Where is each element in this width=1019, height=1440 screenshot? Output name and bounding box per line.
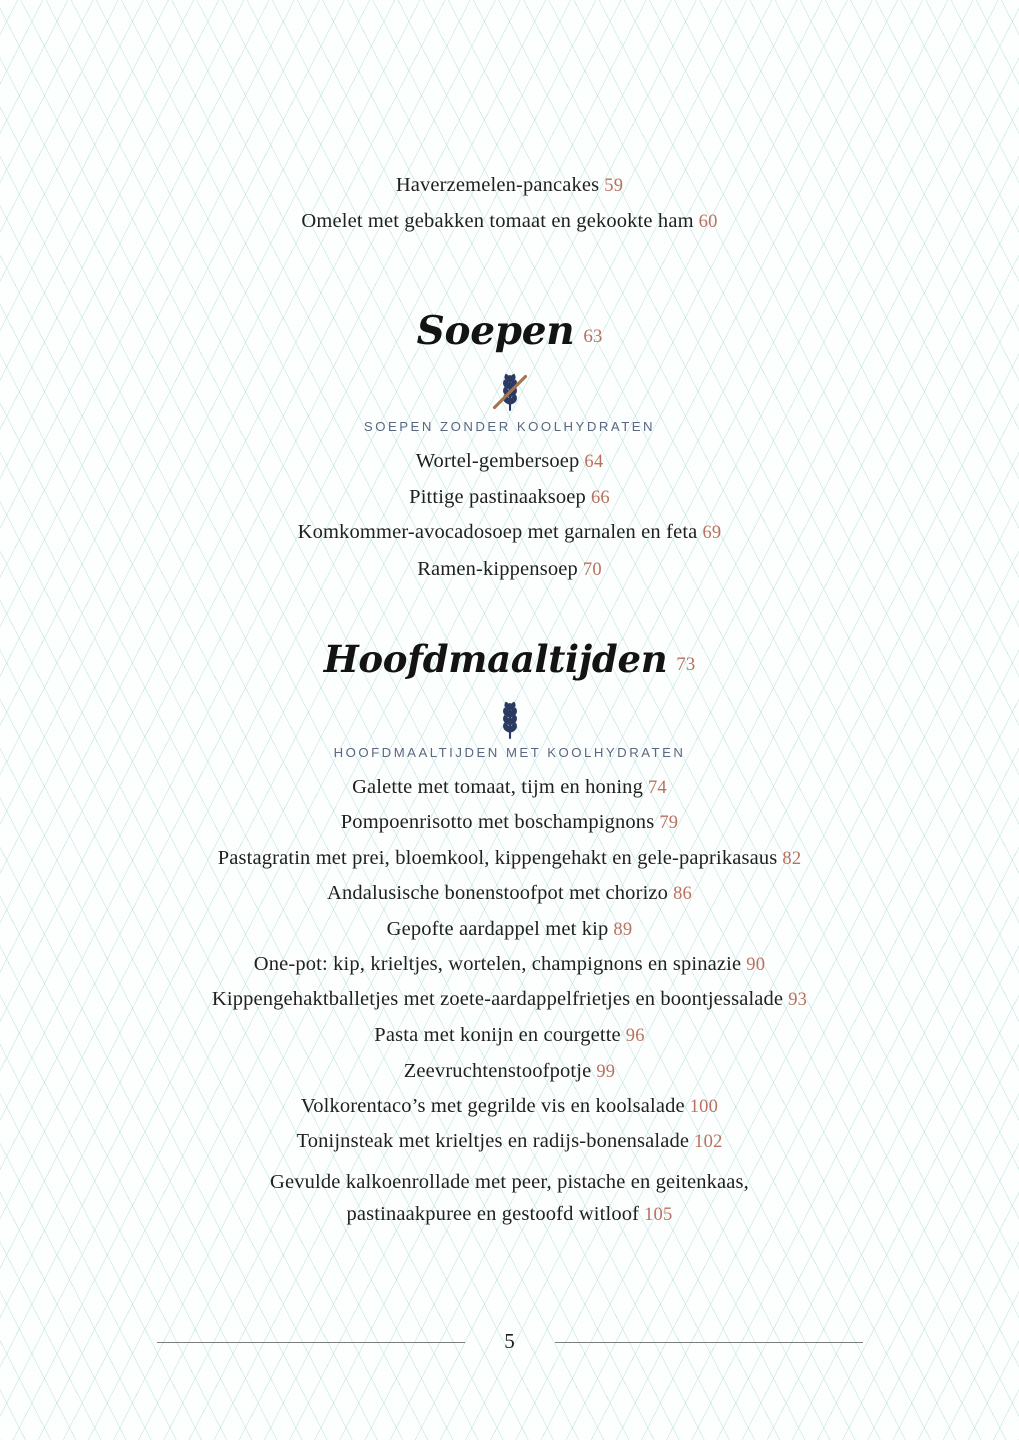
entry-page: 69 <box>702 523 722 543</box>
entry-title: Volkorentaco’s met gegrilde vis en koolsalade <box>300 1095 685 1117</box>
toc-entry <box>0 1167 1019 1231</box>
page-footer <box>0 1331 1019 1354</box>
toc-entry <box>0 451 1019 472</box>
toc-entry <box>0 989 1019 1010</box>
toc-entry <box>0 487 1019 508</box>
entry-page: 99 <box>596 1062 616 1082</box>
toc-entry <box>0 522 1019 543</box>
toc-entry <box>0 1131 1019 1152</box>
entry-title: Zeevruchtenstoofpotje <box>403 1060 592 1082</box>
entry-title: Andalusische bonenstoofpot met chorizo <box>327 882 669 904</box>
entry-page: 102 <box>694 1132 723 1152</box>
page-number: 5 <box>504 1329 515 1353</box>
toc-entry <box>0 848 1019 869</box>
entry-title: Galette met tomaat, tijm en honing <box>352 776 643 798</box>
entry-page: 64 <box>584 452 604 472</box>
entry-page: 100 <box>689 1097 719 1117</box>
wheat-icon <box>0 697 1019 748</box>
entry-title: Kippengehaktballetjes met zoete-aardappelfrietjes en boontjessalade <box>211 988 784 1010</box>
toc-entry <box>0 1061 1019 1082</box>
entry-title: Gevulde kalkoenrollade met peer, pistache en geitenkaas, <box>270 1171 749 1193</box>
entry-title: One-pot: kip, krieltjes, wortelen, champignons en spinazie <box>253 953 742 975</box>
toc-entry <box>0 954 1019 975</box>
toc-entry <box>0 812 1019 833</box>
section-subtitle-soepen: SOEPEN ZONDER KOOLHYDRATEN <box>363 419 656 434</box>
toc-entry <box>0 919 1019 940</box>
wheat-crossed-out-icon <box>0 369 1019 420</box>
entry-page: 74 <box>647 778 667 798</box>
section-title: Soepen <box>416 308 575 354</box>
entry-title-line2: pastinaakpuree en gestoofd witloof <box>346 1202 640 1225</box>
section-title: Hoofdmaaltijden <box>323 637 668 681</box>
entry-title: Omelet met gebakken tomaat en gekookte ham <box>301 210 694 232</box>
entry-page: 93 <box>788 990 808 1010</box>
toc-entry <box>0 883 1019 904</box>
toc-entry <box>0 1025 1019 1046</box>
entry-page: 105 <box>644 1204 673 1225</box>
entry-page: 96 <box>625 1026 645 1046</box>
entry-page: 70 <box>582 560 602 580</box>
entry-page: 82 <box>782 849 802 869</box>
entry-title: Ramen-kippensoep <box>417 558 578 580</box>
continued-entry-1 <box>0 211 1019 232</box>
entry-title: Gepofte aardappel met kip <box>386 918 609 940</box>
section-heading-hoofdmaaltijden <box>0 637 1019 681</box>
entry-title: Wortel-gembersoep <box>415 450 580 472</box>
section-subtitle-hoofdmaaltijden: HOOFDMAALTIJDEN MET KOOLHYDRATEN <box>333 745 686 760</box>
toc-entry <box>0 777 1019 798</box>
footer-rule-right <box>555 1342 863 1344</box>
toc-entry <box>0 1096 1019 1117</box>
section-page: 63 <box>583 326 603 347</box>
entry-title: Tonijnsteak met krieltjes en radijs-bonensalade <box>296 1130 690 1152</box>
entry-page: 66 <box>590 488 610 508</box>
entry-title: Pompoenrisotto met boschampignons <box>340 811 655 833</box>
entry-page: 79 <box>659 813 679 833</box>
entry-page: 59 <box>604 176 624 196</box>
footer-rule-left <box>157 1342 465 1344</box>
entry-title: Pittige pastinaaksoep <box>409 486 586 508</box>
entry-page: 60 <box>698 212 718 232</box>
entry-page: 89 <box>613 920 633 940</box>
section-page: 73 <box>676 654 696 675</box>
entry-page: 86 <box>673 884 692 904</box>
entry-title: Haverzemelen-pancakes <box>395 174 600 196</box>
entry-title: Komkommer-avocadosoep met garnalen en feta <box>297 521 698 543</box>
toc-entry <box>0 559 1019 580</box>
entry-title: Pastagratin met prei, bloemkool, kippengehakt en gele-paprikasaus <box>217 847 778 869</box>
section-heading-soepen <box>0 308 1019 354</box>
entry-page: 90 <box>746 955 766 975</box>
entry-title: Pasta met konijn en courgette <box>374 1024 621 1046</box>
continued-entry-0 <box>0 175 1019 196</box>
